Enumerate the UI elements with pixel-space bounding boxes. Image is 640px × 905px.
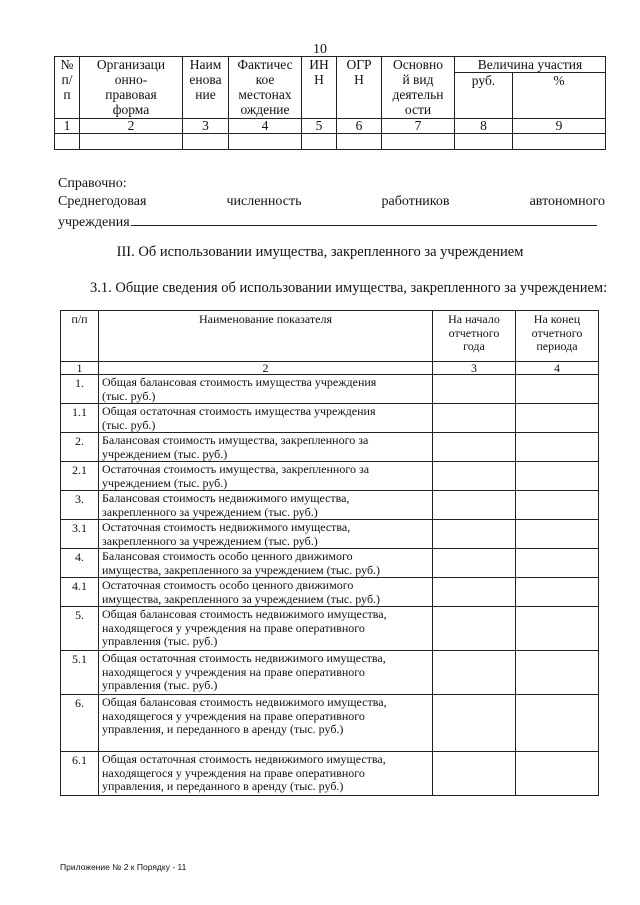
value-cell[interactable] bbox=[433, 695, 516, 752]
header-start-of-year: На начало отчетного года bbox=[433, 311, 516, 362]
header-rub: руб. bbox=[455, 73, 513, 119]
note-line-end: учреждения bbox=[58, 212, 597, 231]
table-row: 6. Общая балансовая стоимость недвижимого имущества, находящегося у учреждения на праве оперативного управления, и переданного в аренду (тыс. руб.) bbox=[61, 695, 599, 752]
subsection-title: 3.1. Общие сведения об использовании имущества, закрепленного за учреждением: bbox=[90, 280, 608, 296]
header-inn: ИН Н bbox=[302, 57, 337, 119]
value-cell[interactable] bbox=[433, 491, 516, 520]
header-ogrn: ОГР Н bbox=[337, 57, 382, 119]
value-cell[interactable] bbox=[433, 752, 516, 796]
value-cell[interactable] bbox=[516, 607, 599, 651]
table-row: 3. Балансовая стоимость недвижимого имущества, закрепленного за учреждением (тыс. руб.) bbox=[61, 491, 599, 520]
value-cell[interactable] bbox=[433, 607, 516, 651]
table-row: 4.1 Остаточная стоимость особо ценного движимого имущества, закрепленного за учреждением (тыс. руб.) bbox=[61, 578, 599, 607]
section-title: III. Об использовании имущества, закрепленного за учреждением bbox=[116, 244, 524, 260]
table1-number-row: 1 2 3 4 5 6 7 8 9 bbox=[55, 119, 606, 134]
value-cell[interactable] bbox=[516, 433, 599, 462]
table1-empty-row bbox=[55, 134, 606, 150]
header-org-form: Организаци онно- правовая форма bbox=[80, 57, 183, 119]
value-cell[interactable] bbox=[433, 651, 516, 695]
value-cell[interactable] bbox=[433, 549, 516, 578]
table-row: 2.1 Остаточная стоимость имущества, закрепленного за учреждением (тыс. руб.) bbox=[61, 462, 599, 491]
value-cell[interactable] bbox=[516, 520, 599, 549]
page-number: 10 bbox=[313, 42, 327, 57]
header-indicator: Наименование показателя bbox=[99, 311, 433, 362]
header-activity: Основно й вид деятельн ости bbox=[382, 57, 455, 119]
value-cell[interactable] bbox=[433, 433, 516, 462]
value-cell[interactable] bbox=[516, 695, 599, 752]
table2-header-row bbox=[61, 311, 599, 362]
value-cell[interactable] bbox=[433, 375, 516, 404]
header-name: Наим енова ние bbox=[183, 57, 229, 119]
fill-in-line[interactable] bbox=[131, 212, 597, 226]
value-cell[interactable] bbox=[516, 462, 599, 491]
header-number: № п/ п bbox=[55, 57, 80, 119]
table-row: 4. Балансовая стоимость особо ценного движимого имущества, закрепленного за учреждением (тыс. руб.) bbox=[61, 549, 599, 578]
value-cell[interactable] bbox=[433, 520, 516, 549]
table-row: 1.1 Общая остаточная стоимость имущества учреждения (тыс. руб.) bbox=[61, 404, 599, 433]
value-cell[interactable] bbox=[516, 375, 599, 404]
header-participation: Величина участия bbox=[455, 57, 606, 73]
header-location: Фактичес кое местонах ождение bbox=[229, 57, 302, 119]
table-row: 5.1 Общая остаточная стоимость недвижимого имущества, находящегося у учреждения на праве оперативного управления (тыс. руб.) bbox=[61, 651, 599, 695]
note-label: Справочно: bbox=[58, 176, 127, 191]
header-percent: % bbox=[513, 73, 606, 119]
table2-number-row: 1 2 3 4 bbox=[61, 362, 599, 375]
table-row: 2. Балансовая стоимость имущества, закрепленного за учреждением (тыс. руб.) bbox=[61, 433, 599, 462]
table-row: 3.1 Остаточная стоимость недвижимого имущества, закрепленного за учреждением (тыс. руб.) bbox=[61, 520, 599, 549]
property-usage-table bbox=[60, 310, 599, 796]
value-cell[interactable] bbox=[433, 578, 516, 607]
table1-header-row bbox=[55, 57, 606, 73]
footer-note: Приложение № 2 к Порядку - 11 bbox=[60, 862, 187, 872]
value-cell[interactable] bbox=[433, 404, 516, 433]
value-cell[interactable] bbox=[516, 404, 599, 433]
value-cell[interactable] bbox=[516, 549, 599, 578]
table-row: 1. Общая балансовая стоимость имущества учреждения (тыс. руб.) bbox=[61, 375, 599, 404]
value-cell[interactable] bbox=[516, 752, 599, 796]
table-row: 5. Общая балансовая стоимость недвижимого имущества, находящегося у учреждения на праве оперативного управления (тыс. руб.) bbox=[61, 607, 599, 651]
value-cell[interactable] bbox=[516, 651, 599, 695]
table-row: 6.1 Общая остаточная стоимость недвижимого имущества, находящегося у учреждения на праве оперативного управления, и переданного в аренду (тыс. руб.) bbox=[61, 752, 599, 796]
value-cell[interactable] bbox=[516, 491, 599, 520]
value-cell[interactable] bbox=[433, 462, 516, 491]
note-line: Среднегодовая численность работников автономного bbox=[58, 194, 605, 209]
value-cell[interactable] bbox=[516, 578, 599, 607]
header-pp: п/п bbox=[61, 311, 99, 362]
participation-table bbox=[54, 56, 606, 150]
header-end-of-period: На конец отчетного периода bbox=[516, 311, 599, 362]
